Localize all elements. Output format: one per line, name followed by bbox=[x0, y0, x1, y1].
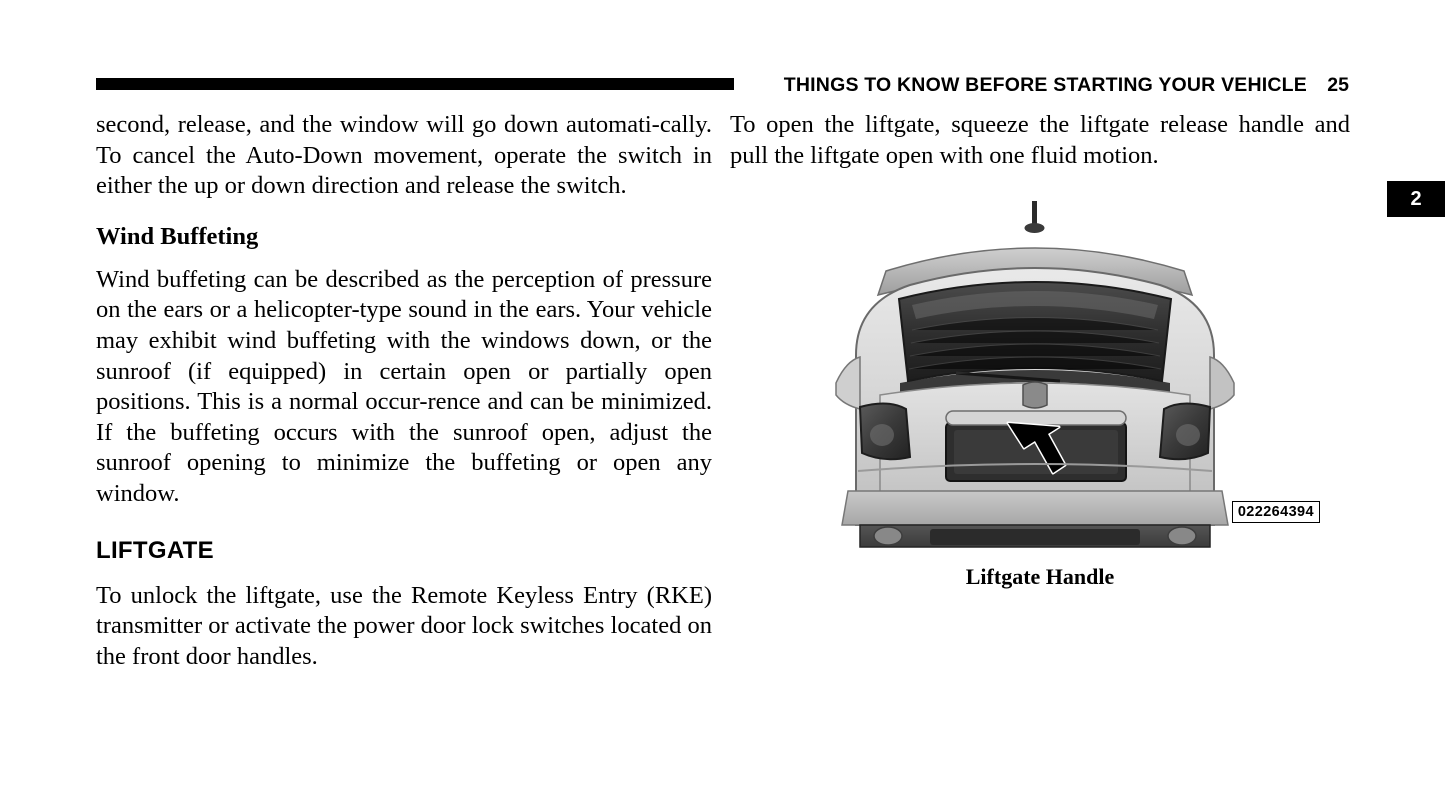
wind-buffeting-paragraph: Wind buffeting can be described as the perception of pressure on the ears or a helicopter-type sound in the ears. Your vehicle may exhibit wind buffeting with the windows down, or the sunroof (if equipped) in certain open or partially open positions. This is a normal occur-rence and can be minimized. If the buffeting occurs with the sunroof open, adjust the sunroof opening to minimize the buffeting or open any window. bbox=[96, 265, 712, 507]
continued-paragraph: second, release, and the window will go down automati-cally. To cancel the Auto-Down movement, operate the switch in either the up or down direction and release the switch. bbox=[96, 111, 712, 200]
header-title: THINGS TO KNOW BEFORE STARTING YOUR VEHICLE bbox=[783, 74, 1307, 96]
liftgate-paragraph: To unlock the liftgate, use the Remote Keyless Entry (RKE) transmitter or activate the power door lock switches located on the front door handles. bbox=[96, 581, 712, 671]
image-code: 022264394 bbox=[1232, 501, 1320, 523]
section-tab: 2 bbox=[1387, 181, 1445, 217]
page-header bbox=[96, 74, 1349, 100]
page-number: 25 bbox=[1327, 74, 1349, 96]
wind-buffeting-heading: Wind Buffeting bbox=[96, 222, 259, 250]
left-reflector-icon bbox=[874, 527, 902, 545]
header-rule bbox=[96, 78, 734, 90]
right-column bbox=[730, 110, 1350, 590]
right-shoulder bbox=[1210, 357, 1234, 409]
vehicle-rear-illustration bbox=[760, 195, 1320, 550]
antenna-icon bbox=[1025, 201, 1045, 233]
diffuser bbox=[930, 529, 1140, 545]
right-lamp-reflector bbox=[1176, 424, 1200, 446]
left-shoulder bbox=[836, 357, 860, 409]
left-column bbox=[96, 110, 712, 673]
rear-bumper bbox=[842, 491, 1228, 525]
emblem bbox=[1023, 382, 1047, 408]
liftgate-illustration bbox=[760, 195, 1320, 550]
left-lamp-reflector bbox=[870, 424, 894, 446]
liftgate-open-paragraph: To open the liftgate, squeeze the liftgate release handle and pull the liftgate open with one fluid motion. bbox=[730, 111, 1350, 169]
figure-caption: Liftgate Handle bbox=[965, 564, 1115, 590]
liftgate-figure bbox=[730, 195, 1350, 590]
liftgate-heading: LIFTGATE bbox=[96, 537, 214, 565]
right-reflector-icon bbox=[1168, 527, 1196, 545]
liftgate-handle bbox=[946, 411, 1126, 425]
